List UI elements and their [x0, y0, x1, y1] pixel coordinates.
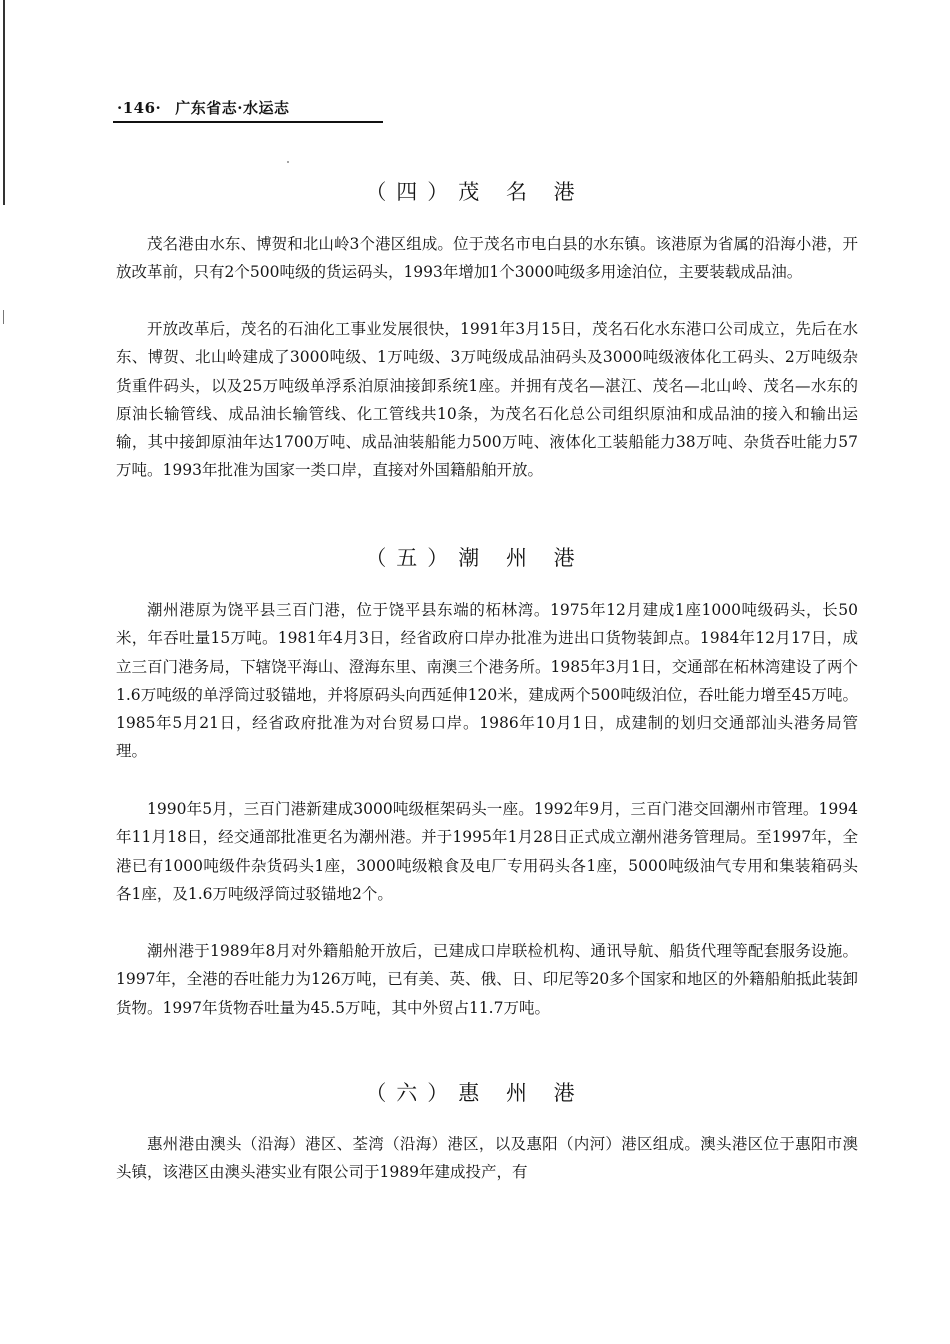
- page-number: ·146·: [117, 99, 162, 117]
- paragraph: 惠州港由澳头（沿海）港区、荃湾（沿海）港区，以及惠阳（内河）港区组成。澳头港区位于惠阳市澳头镇，该港区由澳头港实业有限公司于1989年建成投产，有: [116, 1135, 858, 1182]
- scan-speck: [287, 161, 289, 163]
- header-underline: [113, 121, 383, 123]
- section-title-chaozhou: （五）潮 州 港: [365, 546, 585, 570]
- scan-edge-mark: [3, 310, 4, 324]
- section-title-huizhou: （六）惠 州 港: [365, 1081, 585, 1105]
- book-title: 广东省志·水运志: [175, 99, 290, 117]
- section-title-maoming: （四）茂 名 港: [365, 180, 585, 204]
- paragraph: 潮州港原为饶平县三百门港，位于饶平县东端的柘林湾。1975年12月建成1座1000吨级码头，长50米，年吞吐量15万吨。1981年4月3日，经省政府口岸办批准为进出口货物装卸点。1984年12月17日，成立三百门港务局，下辖饶平海山、澄海东里、南澳三个港务所。1985年3月1日，交通部在柘林湾建设了两个1.6万吨级的单浮筒过驳锚地，并将原码头向西延伸120米，建成两个500吨级泊位，吞吐能力增至45万吨。1985年5月21日，经省政府批准为对台贸易口岸。1986年10月1日，成建制的划归交通部汕头港务局管理。: [116, 601, 859, 761]
- paragraph: 茂名港由水东、博贺和北山岭3个港区组成。位于茂名市电白县的水东镇。该港原为省属的沿海小港，开放改革前，只有2个500吨级的货运码头，1993年增加1个3000吨级多用途泊位，主要装载成品油。: [116, 235, 858, 282]
- scan-edge-line: [3, 0, 5, 205]
- running-header: [117, 97, 290, 118]
- paragraph: 1990年5月，三百门港新建成3000吨级框架码头一座。1992年9月，三百门港交回潮州市管理。1994年11月18日，经交通部批准更名为潮州港。并于1995年1月28日正式成立潮州港务管理局。至1997年，全港已有1000吨级件杂货码头1座，3000吨级粮食及电厂专用码头各1座，5000吨级油气专用和集装箱码头各1座，及1.6万吨级浮筒过驳锚地2个。: [116, 800, 858, 903]
- paragraph: 开放改革后，茂名的石油化工事业发展很快，1991年3月15日，茂名石化水东港口公司成立，先后在水东、博贺、北山岭建成了3000吨级、1万吨级、3万吨级成品油码头及3000吨级液体化工码头、2万吨级杂货重件码头，以及25万吨级单浮系泊原油接卸系统1座。并拥有茂名—湛江、茂名—北山岭、茂名—水东的原油长输管线、成品油长输管线、化工管线共10条，为茂名石化总公司组织原油和成品油的接入和输出运输，其中接卸原油年达1700万吨、成品油装船能力500万吨、液体化工装船能力38万吨、杂货吞吐能力57万吨。1993年批准为国家一类口岸，直接对外国籍船舶开放。: [116, 320, 858, 480]
- paragraph: 潮州港于1989年8月对外籍船舱开放后，已建成口岸联检机构、通讯导航、船货代理等配套服务设施。1997年，全港的吞吐能力为126万吨，已有美、英、俄、日、印尼等20多个国家和地区的外籍船舶抵此装卸货物。1997年货物吞吐量为45.5万吨，其中外贸占11.7万吨。: [116, 942, 858, 1017]
